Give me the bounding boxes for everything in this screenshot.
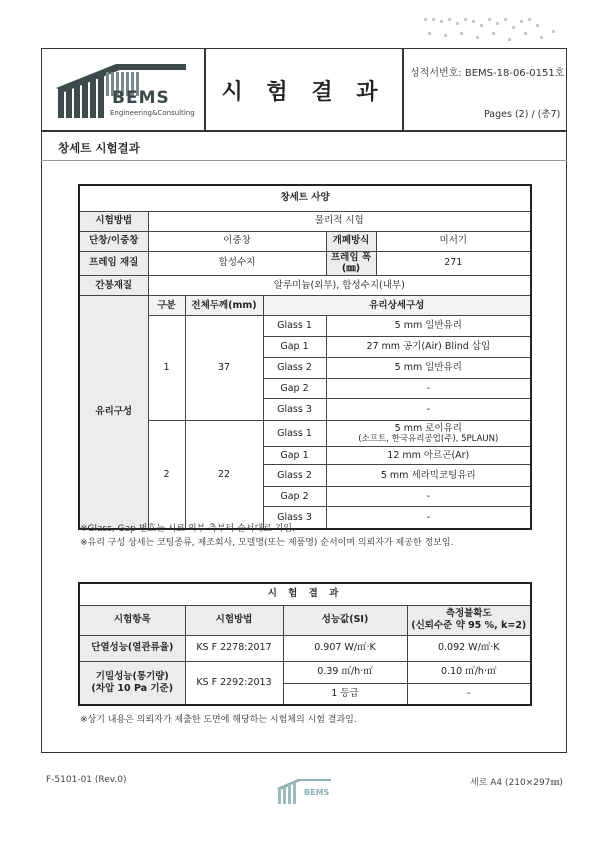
header-divider-right bbox=[402, 48, 404, 130]
layer-label: Glass 2 bbox=[263, 358, 326, 379]
row2-uncertainty: 0.10 ㎥/h·㎡ bbox=[407, 661, 531, 683]
col-value: 성능값(SI) bbox=[283, 605, 407, 635]
layer-desc: 5 mm 일반유리 bbox=[326, 316, 531, 337]
spec-note-1: ※Glass, Gap 번호는 시료 외부 측부터 순서대로 기입. bbox=[80, 524, 295, 534]
layer-label: Glass 1 bbox=[263, 316, 326, 337]
layer-desc: - bbox=[326, 399, 531, 421]
page-count: Pages (2) / (총7) bbox=[484, 109, 561, 120]
results-note: ※상기 내용은 의뢰자가 제출한 도면에 해당하는 시험체의 시험 결과임. bbox=[80, 715, 357, 725]
layer-label: Glass 2 bbox=[263, 465, 326, 487]
page-title: 시 험 결 과 bbox=[221, 79, 386, 105]
layer-desc: 5 mm 세라믹코팅유리 bbox=[326, 465, 531, 487]
section-rule bbox=[41, 160, 567, 161]
spacer-label: 간봉재질 bbox=[79, 276, 148, 296]
row1-item: 단열성능(열관류율) bbox=[79, 635, 185, 661]
spec-note-2: ※유리 구성 상세는 코팅종류, 제조회사, 모델명(또는 제품명) 순서이며 의뢰자가 제공한 정보임. bbox=[80, 538, 454, 548]
layer-desc: 5 mm 일반유리 bbox=[326, 358, 531, 379]
row1-uncertainty: 0.092 W/㎡·K bbox=[407, 635, 531, 661]
layer-label: Gap 2 bbox=[263, 487, 326, 507]
layer-desc-line: 5 mm 로이유리 bbox=[394, 422, 462, 434]
layer-label: Gap 2 bbox=[263, 379, 326, 399]
method-label: 시험방법 bbox=[79, 211, 148, 231]
open-label: 개폐방식 bbox=[326, 231, 376, 251]
logo-subtext: Engineering&Consulting bbox=[110, 109, 195, 117]
col-uncertainty bbox=[407, 605, 531, 635]
col-detail: 유리상세구성 bbox=[263, 296, 531, 316]
layer-label: Glass 1 bbox=[263, 421, 326, 447]
spec-table bbox=[78, 184, 532, 530]
report-number: 성적서번호: BEMS-18-06-0151호 bbox=[410, 68, 565, 79]
col-thickness: 전체두께(mm) bbox=[185, 296, 263, 316]
row2-item-line1: 기밀성능(통기량) bbox=[95, 670, 169, 682]
group-thickness: 22 bbox=[185, 421, 263, 529]
form-number: F-5101-01 (Rev.0) bbox=[46, 775, 127, 785]
group-thickness: 37 bbox=[185, 316, 263, 421]
col-uncertainty-line1: 측정불확도 bbox=[445, 608, 492, 620]
layer-desc: - bbox=[326, 487, 531, 507]
layer-label: Gap 1 bbox=[263, 447, 326, 465]
frame-material-label: 프레임 재질 bbox=[79, 251, 148, 276]
layer-label: Gap 1 bbox=[263, 337, 326, 358]
col-method: 시험방법 bbox=[185, 605, 283, 635]
row1-value: 0.907 W/㎡·K bbox=[283, 635, 407, 661]
layer-desc: 27 mm 공기(Air) Blind 삽입 bbox=[326, 337, 531, 358]
layer-label: Glass 3 bbox=[263, 399, 326, 421]
frame-width-value: 271 bbox=[376, 251, 531, 276]
spec-title: 창세트 사양 bbox=[79, 185, 531, 211]
group-no: 1 bbox=[148, 316, 185, 421]
spacer-value: 알루미늄(외부), 합성수지(내부) bbox=[148, 276, 531, 296]
frame-material-value: 합성수지 bbox=[148, 251, 326, 276]
row2-value: 0.39 ㎥/h·㎡ bbox=[283, 661, 407, 683]
row1-method: KS F 2278:2017 bbox=[185, 635, 283, 661]
row2-item bbox=[79, 661, 185, 705]
open-value: 미서기 bbox=[376, 231, 531, 251]
glass-label: 유리구성 bbox=[79, 296, 148, 529]
sash-label: 단창/이중창 bbox=[79, 231, 148, 251]
paper-size: 세로 A4 (210×297㎜) bbox=[470, 778, 563, 788]
row3-uncertainty: - bbox=[407, 683, 531, 705]
col-item: 시험항목 bbox=[79, 605, 185, 635]
results-title: 시 험 결 과 bbox=[79, 583, 531, 605]
col-uncertainty-line2: (신뢰수준 약 95 %, k=2) bbox=[411, 620, 527, 631]
section-title: 창세트 시험결과 bbox=[58, 141, 140, 155]
group-no: 2 bbox=[148, 421, 185, 529]
layer-desc-line: (소프트, 한국유리공업(주), 5PLAUN) bbox=[358, 434, 499, 445]
bems-logo bbox=[54, 58, 194, 124]
row2-item-line2: (차압 10 Pa 기준) bbox=[91, 682, 174, 694]
stamp-pattern-icon bbox=[420, 14, 570, 48]
layer-desc: - bbox=[326, 507, 531, 529]
layer-desc bbox=[326, 421, 531, 447]
footer-logo-text: BEMS bbox=[304, 788, 330, 797]
logo-text: BEMS bbox=[112, 88, 170, 108]
method-value: 물리적 시험 bbox=[148, 211, 531, 231]
row2-method: KS F 2292:2013 bbox=[185, 661, 283, 705]
row3-value: 1 등급 bbox=[283, 683, 407, 705]
layer-desc: 12 mm 아르곤(Ar) bbox=[326, 447, 531, 465]
sash-value: 이중창 bbox=[148, 231, 326, 251]
results-table bbox=[78, 582, 532, 706]
col-division: 구분 bbox=[148, 296, 185, 316]
layer-desc: - bbox=[326, 379, 531, 399]
layer-label: Glass 3 bbox=[263, 507, 326, 529]
header-divider bbox=[41, 130, 567, 132]
frame-width-label: 프레임 폭(㎜) bbox=[326, 251, 376, 276]
footer-logo bbox=[276, 776, 336, 806]
